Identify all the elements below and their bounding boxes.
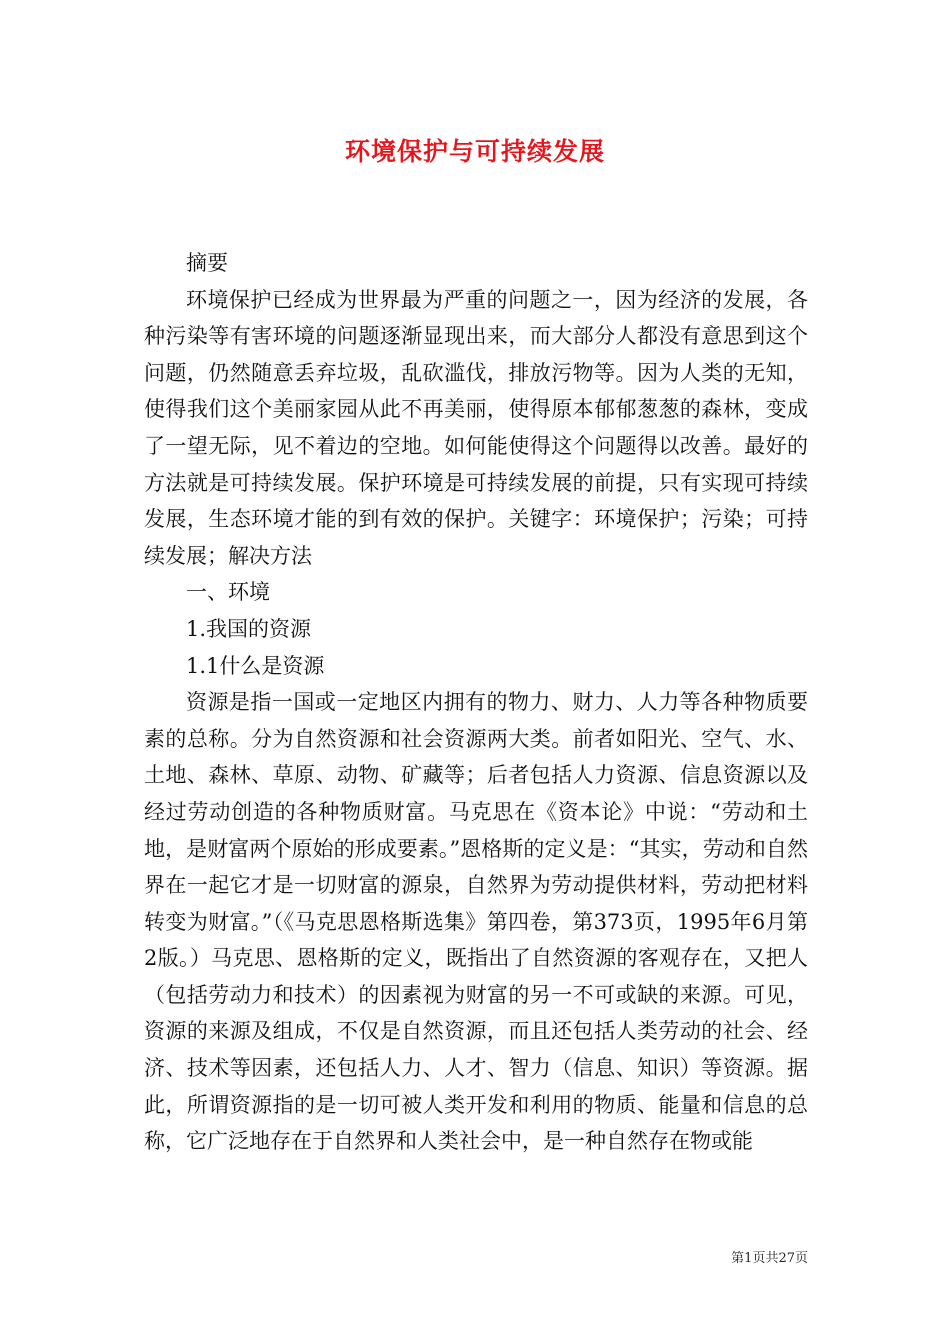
document-title: 环境保护与可持续发展	[344, 137, 605, 166]
document-body	[144, 245, 808, 1160]
abstract-paragraph: 环境保护已经成为世界最为严重的问题之一，因为经济的发展，各种污染等有害环境的问题逐渐显现出来，而大部分人都没有意思到这个问题，仍然随意丢弃垃圾，乱砍滥伐，排放污物等。因为人类的无知，使得我们这个美丽家园从此不再美丽，使得原本郁郁葱葱的森林，变成了一望无际，见不着边的空地。如何能使得这个问题得以改善。最好的方法就是可持续发展。保护环境是可持续发展的前提，只有实现可持续发展，生态环境才能的到有效的保护。关键字：环境保护；污染；可持续发展；解决方法	[144, 287, 808, 568]
resource-definition-paragraph: 资源是指一国或一定地区内拥有的物力、财力、人力等各种物质要素的总称。分为自然资源和社会资源两大类。前者如阳光、空气、水、土地、森林、草原、动物、矿藏等；后者包括人力资源、信息资源以及经过劳动创造的各种物质财富。马克思在《资本论》中说：“劳动和土地，是财富两个原始的形成要素。”恩格斯的定义是：“其实，劳动和自然界在一起它才是一切财富的源泉，自然界为劳动提供材料，劳动把材料转变为财富。”（《马克思恩格斯选集》第四卷，第373页，1995年6月第2版。）马克思、恩格斯的定义，既指出了自然资源的客观存在，又把人（包括劳动力和技术）的因素视为财富的另一不可或缺的来源。可见，资源的来源及组成，不仅是自然资源，而且还包括人类劳动的社会、经济、技术等因素，还包括人力、人才、智力（信息、知识）等资源。据此，所谓资源指的是一切可被人类开发和利用的物质、能量和信息的总称，它广泛地存在于自然界和人类社会中，是一种自然存在物或能	[144, 690, 808, 1154]
section-heading-environment: 一、环境	[186, 580, 270, 605]
page-number-footer: 第1页共27页	[731, 1251, 808, 1266]
subsubsection-heading-what-is-resource: 1.1什么是资源	[186, 653, 325, 678]
abstract-heading: 摘要	[186, 251, 228, 275]
subsection-heading-resources: 1.我国的资源	[186, 616, 312, 641]
